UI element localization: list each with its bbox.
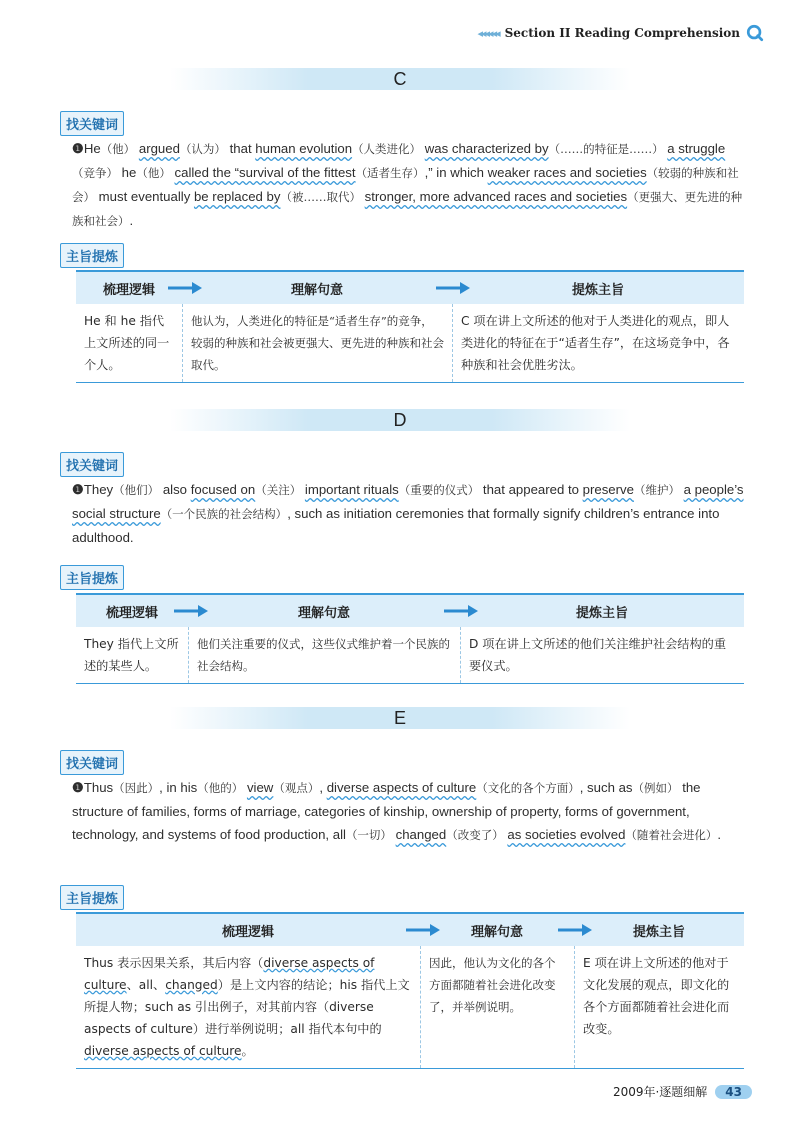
cell-extract: E 项在讲上文所述的他对于文化发展的观点，即文化的各个方面都随着社会进化而改变。 [574,946,744,1068]
keywords-tag: 找关键词 [60,111,124,136]
page-header [477,24,764,42]
page-footer [613,1083,752,1100]
section-title: Section II Reading Comprehension [504,26,740,40]
cell-extract: C 项在讲上文所述的他对于人类进化的观点，即人类进化的特征在于“适者生存”，在这场竞争中，各种族和社会优胜劣汰。 [452,304,744,382]
section-d-table [76,593,744,684]
cell-logic: Thus 表示因果关系，其后内容（diverse aspects of culture、all、changed）是上文内容的结论；his 指代上文所提人物；such as 引出例子，对其前内容（diverse aspects of culture）进行举例说明；all 指代本句中的diverse aspects of culture。 [84,956,410,1058]
cell-extract: D 项在讲上文所述的他们关注维护社会结构的重要仪式。 [460,627,744,683]
cell-logic: They 指代上文所述的某些人。 [84,637,179,673]
cell-logic: He 和 he 指代上文所述的同一个人。 [84,314,170,372]
th-extract: 提炼主旨 [632,924,685,940]
keywords-tag: 找关键词 [60,452,124,477]
th-understand: 理解句意 [290,282,343,298]
section-c-sentence: ❶He（他） argued（认为） that human evolution（人类进化） was characterized by（……的特征是……） a struggle（竞争） he（他） called the “survival of the fittest（适者生存）,” in which weaker races and societies（较弱的种族和社会） must eventually be replaced by（被……取代） stronger, more advanced races and societies（更强大、更先进的种族和社会）. [72,141,743,228]
page-number: 43 [715,1085,752,1099]
table-row [76,946,744,1068]
th-understand: 理解句意 [297,605,350,621]
th-extract: 提炼主旨 [571,282,624,298]
section-d-heading: D [170,409,630,431]
table-header [76,593,744,627]
th-understand: 理解句意 [470,924,523,940]
section-e-sentence: ❶Thus（因此）, in his（他的） view（观点）, diverse aspects of culture（文化的各个方面）, such as（例如） the structure of families, forms of marriage, categories of kinship, ownership of property, forms of government, technology, and systems of food production, all（一切） changed（改变了） as societies evolved（随着社会进化）. [72,780,722,842]
gist-tag: 主旨提炼 [60,565,124,590]
section-e-table [76,912,744,1069]
th-logic: 梳理逻辑 [221,924,274,940]
decorative-arrows-icon: ◂◂◂◂◂◂ [477,26,499,40]
search-icon [746,24,764,42]
cell-understand: 他认为，人类进化的特征是“适者生存”的竞争，较弱的种族和社会被更强大、更先进的种族和社会取代。 [182,304,452,382]
section-c-table [76,270,744,383]
gist-tag: 主旨提炼 [60,243,124,268]
cell-understand: 他们关注重要的仪式，这些仪式维护着一个民族的社会结构。 [188,627,460,683]
gist-tag: 主旨提炼 [60,885,124,910]
section-e-heading: E [170,707,630,729]
th-extract: 提炼主旨 [575,605,628,621]
th-logic: 梳理逻辑 [102,282,155,298]
cell-understand: 因此，他认为文化的各个方面都随着社会进化改变了，并举例说明。 [420,946,574,1068]
keywords-tag: 找关键词 [60,750,124,775]
section-d-sentence: ❶They（他们） also focused on（关注） important rituals（重要的仪式） that appeared to preserve（维护） a people’s social structure（一个民族的社会结构）, such as initiation ceremonies that formally signify children’s entrance into adulthood. [72,482,744,545]
table-header [76,912,744,946]
th-logic: 梳理逻辑 [105,605,158,621]
footer-text: 2009年·逐题细解 [612,1085,708,1099]
table-header [76,270,744,304]
table-row [76,304,744,382]
section-c-heading: C [170,68,630,90]
table-row [76,627,744,683]
